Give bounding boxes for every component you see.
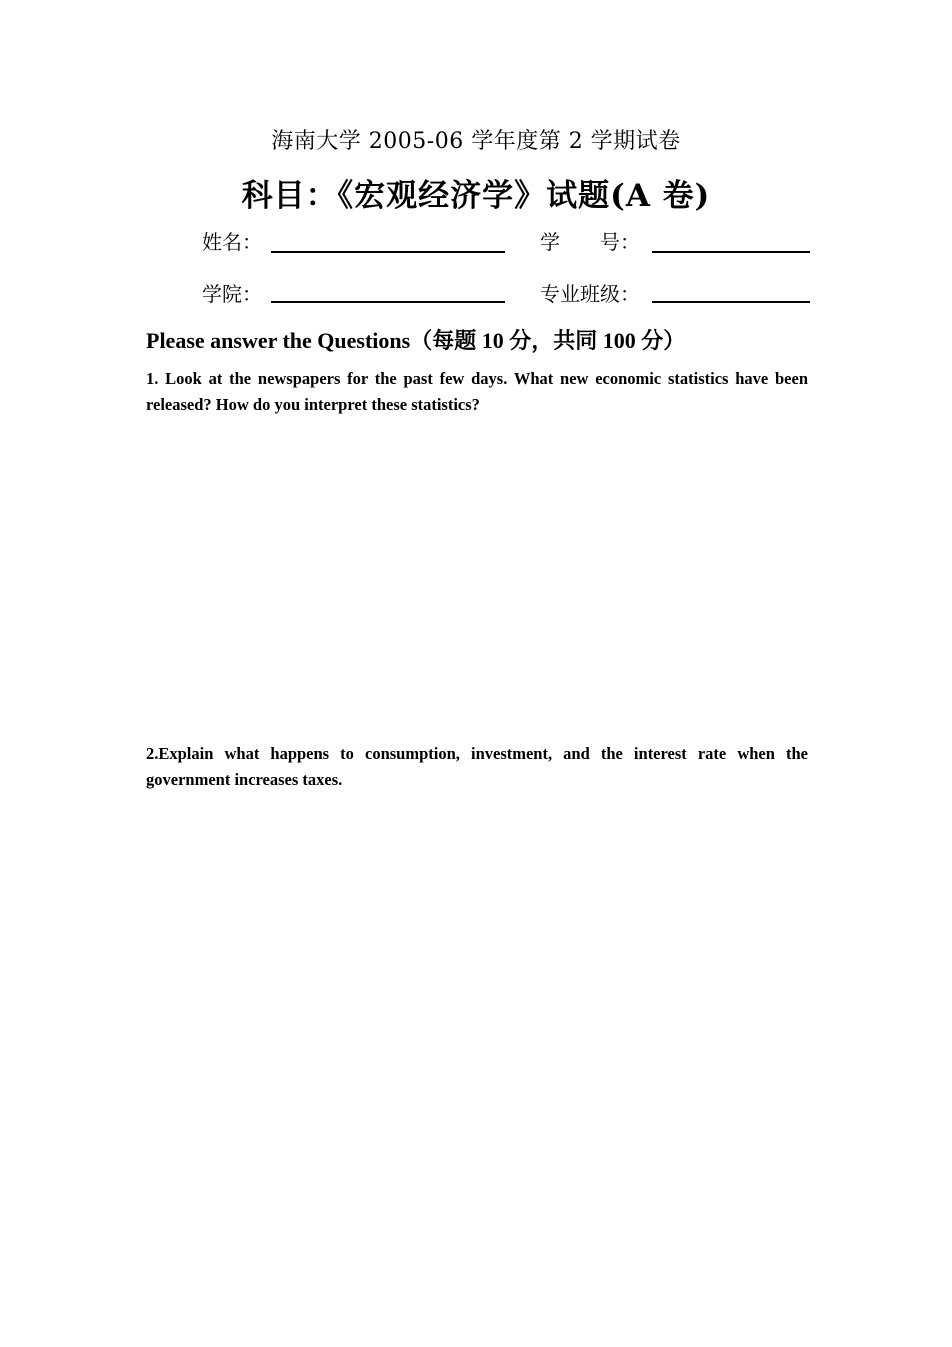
name-blank-line[interactable] [271,251,505,253]
student-id-label: 学 号： [540,230,640,254]
student-id-field[interactable] [540,226,812,256]
major-class-label: 专业班级： [540,282,640,306]
subject-title: 科目：《宏观经济学》试题(A 卷) [241,178,711,214]
major-class-field[interactable] [540,278,812,308]
answer-space-2[interactable] [146,798,808,1238]
name-field[interactable] [202,226,507,256]
answer-space-1[interactable] [146,422,808,732]
major-class-blank-line[interactable] [652,301,810,303]
question-2: 2.Explain what happens to consumption, investment, and the interest rate when the government increases taxes. [146,744,808,789]
college-blank-line[interactable] [271,301,505,303]
college-label: 学院： [202,282,262,306]
instructions: Please answer the Questions（每题 10 分，共同 100 分） [146,328,686,353]
question-1: 1. Look at the newspapers for the past few days. What new economic statistics have been released? How do you interpret these statistics? [146,369,808,414]
name-label: 姓名： [202,230,262,254]
exam-header: 海南大学 2005-06 学年度第 2 学期试卷 [271,129,681,154]
college-field[interactable] [202,278,507,308]
student-id-blank-line[interactable] [652,251,810,253]
